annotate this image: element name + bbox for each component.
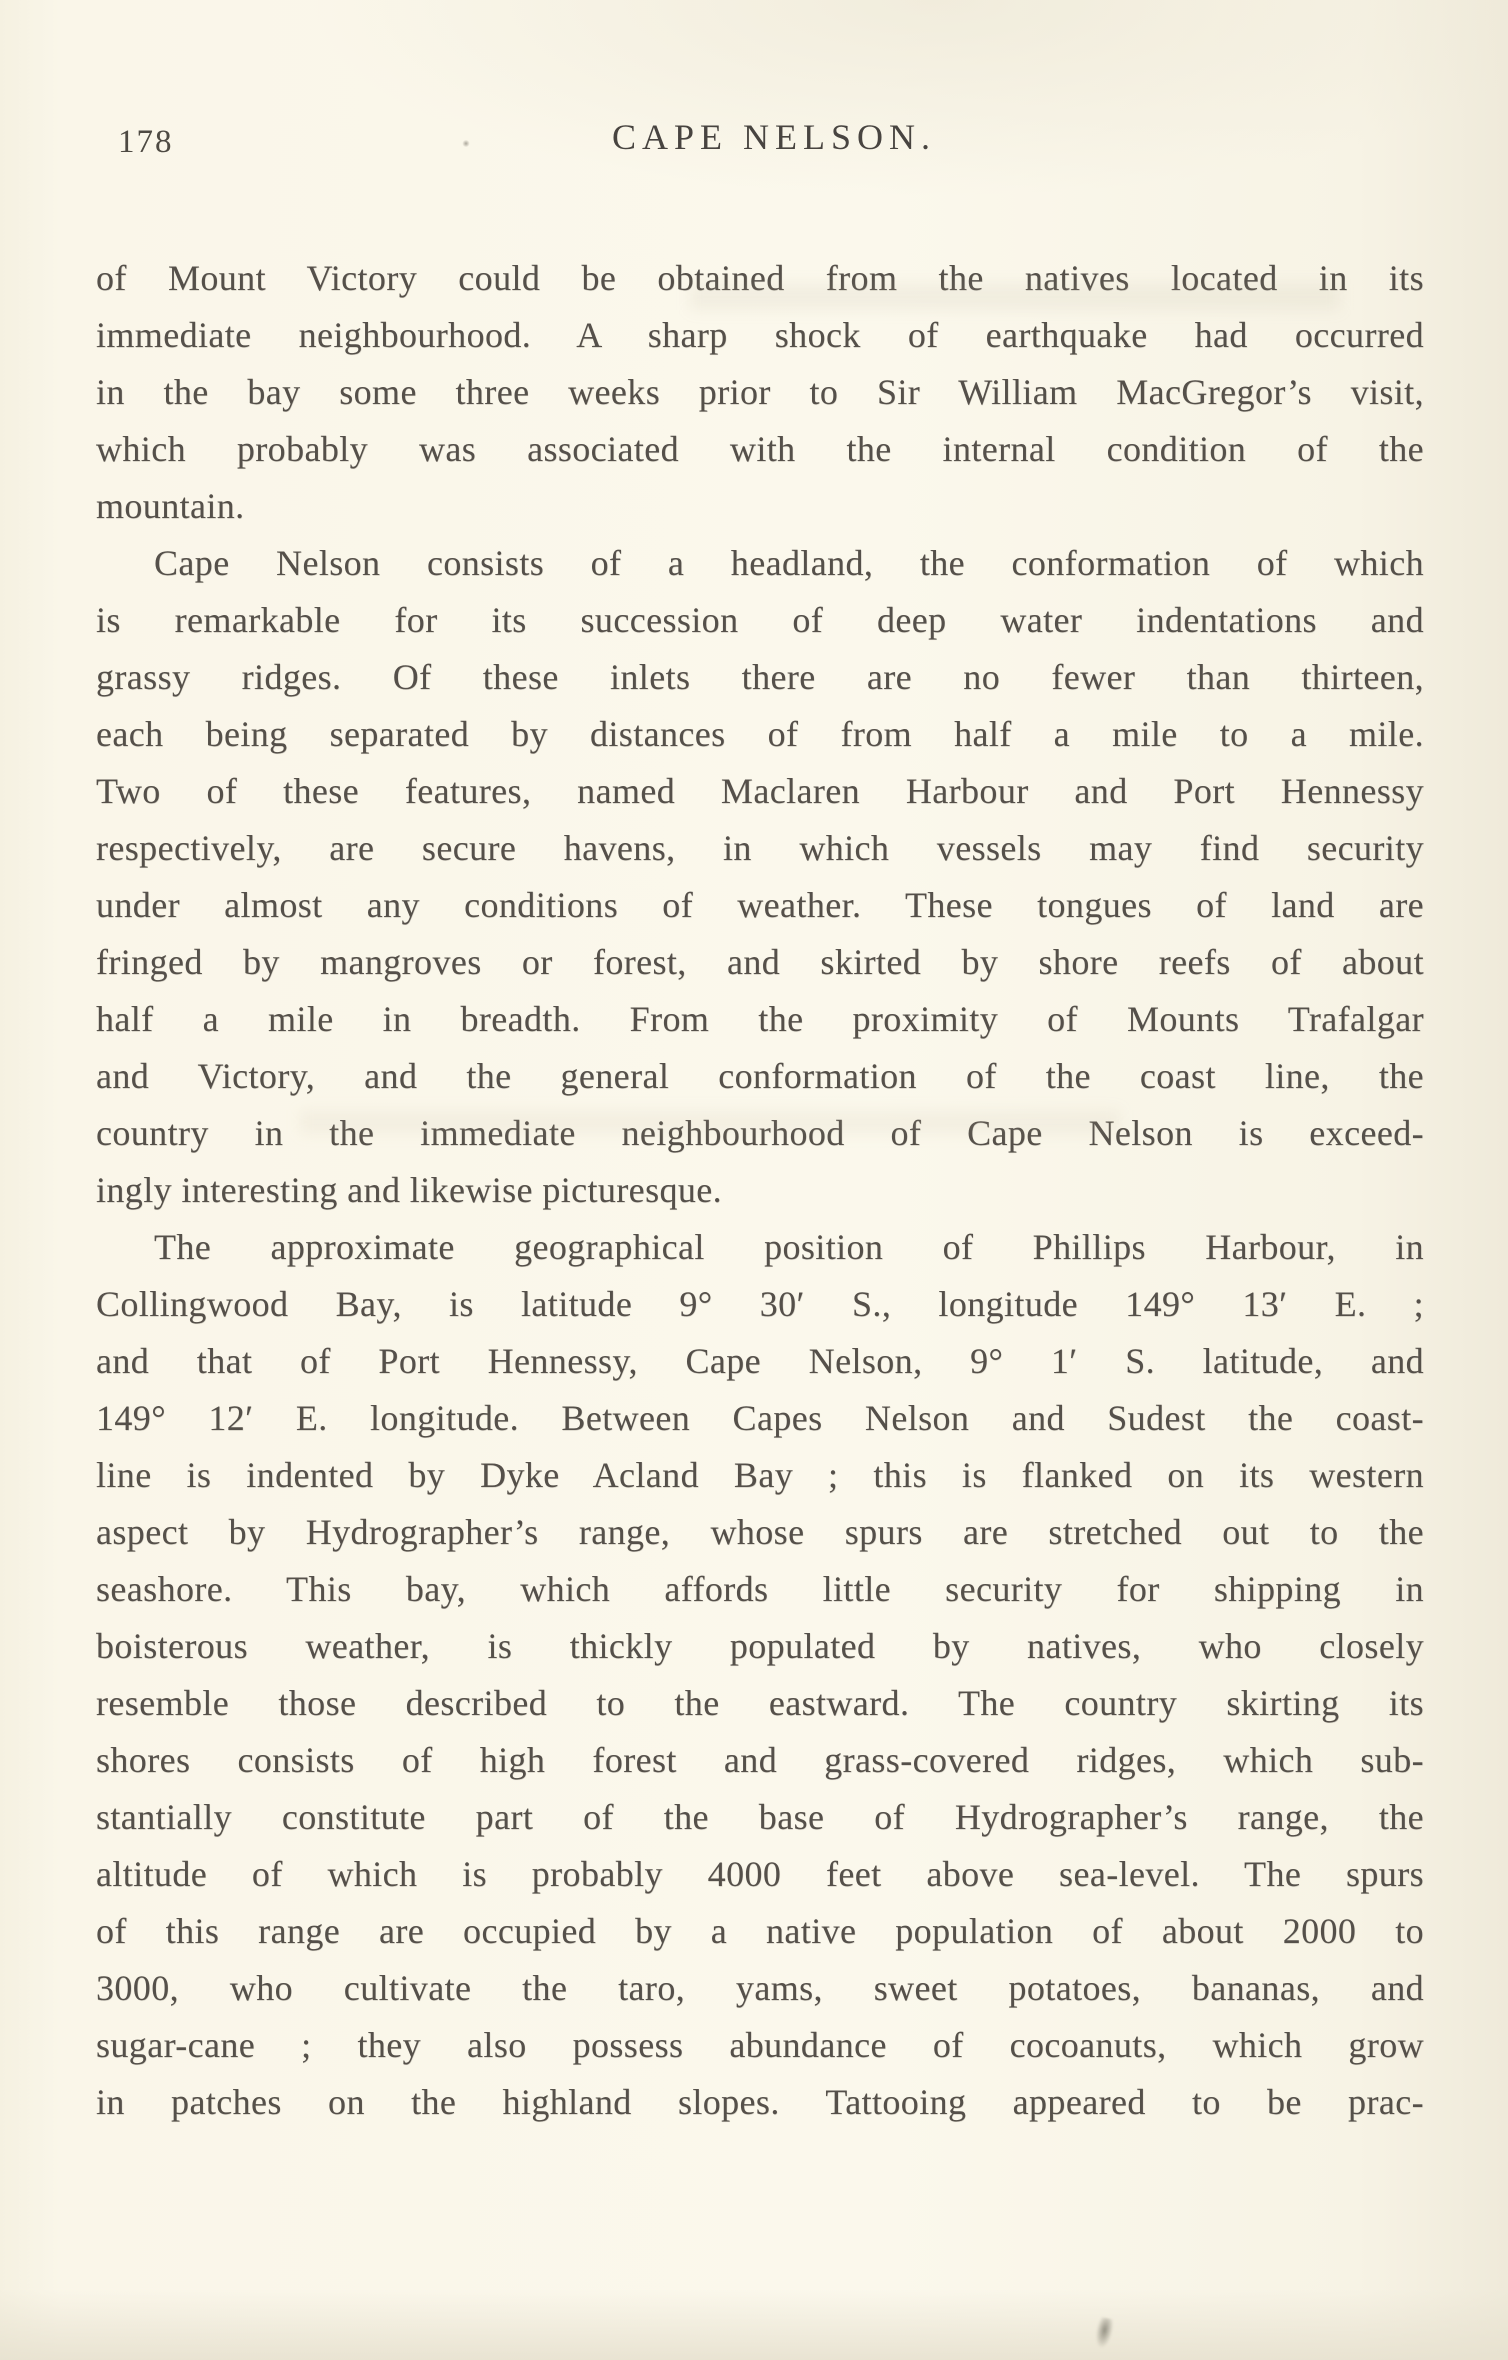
text-line: ingly interesting and likewise picturesque. <box>96 1170 723 1210</box>
text-line: Cape Nelson consists of a headland, the conformation of which <box>154 543 1424 583</box>
text-line: resemble those described to the eastward. The country skirting its <box>96 1683 1424 1723</box>
text-line: under almost any conditions of weather. These tongues of land are <box>96 885 1424 925</box>
text-line: aspect by Hydrographer’s range, whose spurs are stretched out to the <box>96 1512 1424 1552</box>
text-line: altitude of which is probably 4000 feet above sea-level. The spurs <box>96 1854 1424 1894</box>
text-line: 3000, who cultivate the taro, yams, sweet potatoes, bananas, and <box>96 1968 1424 2008</box>
running-title: CAPE NELSON. <box>611 117 937 157</box>
paragraph <box>96 1219 1424 2131</box>
text-line: and Victory, and the general conformation of the coast line, the <box>96 1056 1424 1096</box>
text-line: stantially constitute part of the base of Hydrographer’s range, the <box>96 1797 1424 1837</box>
text-line: country in the immediate neighbourhood of Cape Nelson is exceed- <box>96 1113 1424 1153</box>
text-line: immediate neighbourhood. A sharp shock of earthquake had occurred <box>96 315 1424 355</box>
page-number: 178 <box>118 124 174 160</box>
text-line: is remarkable for its succession of deep water indentations and <box>96 600 1424 640</box>
text-line: 149° 12′ E. longitude. Between Capes Nelson and Sudest the coast- <box>96 1398 1424 1438</box>
text-line: boisterous weather, is thickly populated by natives, who closely <box>96 1626 1424 1666</box>
text-line: shores consists of high forest and grass-covered ridges, which sub- <box>96 1740 1424 1780</box>
ink-showthrough <box>690 284 1340 310</box>
text-line: and that of Port Hennessy, Cape Nelson, 9° 1′ S. latitude, and <box>96 1341 1424 1381</box>
text-line: Collingwood Bay, is latitude 9° 30′ S., longitude 149° 13′ E. ; <box>96 1284 1424 1324</box>
text-line: in patches on the highland slopes. Tattooing appeared to be prac- <box>96 2082 1424 2122</box>
text-line: of Mount Victory could be obtained from the natives located in its <box>96 258 1424 298</box>
page-body <box>96 250 1424 2131</box>
text-line: in the bay some three weeks prior to Sir William MacGregor’s visit, <box>96 372 1424 412</box>
text-line: mountain. <box>96 486 245 526</box>
text-line: respectively, are secure havens, in which vessels may find security <box>96 828 1424 868</box>
ink-smudge <box>1093 2317 1115 2350</box>
ink-showthrough <box>300 1110 1120 1134</box>
text-line: grassy ridges. Of these inlets there are no fewer than thirteen, <box>96 657 1424 697</box>
text-line: which probably was associated with the internal condition of the <box>96 429 1424 469</box>
text-line: of this range are occupied by a native population of about 2000 to <box>96 1911 1424 1951</box>
page-header <box>96 116 1424 166</box>
text-line: each being separated by distances of from half a mile to a mile. <box>96 714 1424 754</box>
text-line: The approximate geographical position of Phillips Harbour, in <box>154 1227 1424 1267</box>
text-line: Two of these features, named Maclaren Harbour and Port Hennessy <box>96 771 1424 811</box>
text-line: fringed by mangroves or forest, and skirted by shore reefs of about <box>96 942 1424 982</box>
text-line: half a mile in breadth. From the proximity of Mounts Trafalgar <box>96 999 1424 1039</box>
text-line: line is indented by Dyke Acland Bay ; this is flanked on its western <box>96 1455 1424 1495</box>
ink-speck <box>462 140 470 147</box>
text-line: seashore. This bay, which affords little security for shipping in <box>96 1569 1424 1609</box>
text-line: sugar-cane ; they also possess abundance of cocoanuts, which grow <box>96 2025 1424 2065</box>
